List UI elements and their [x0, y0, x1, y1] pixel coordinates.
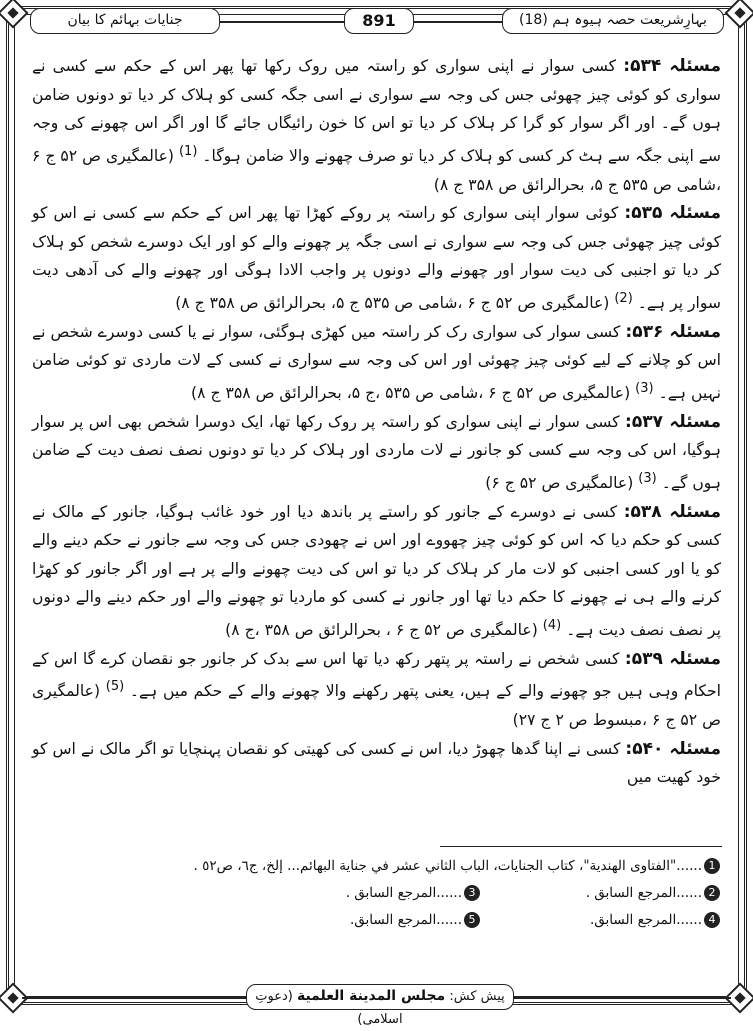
- reference: (عالمگیری ص ۵۲ ج ۶ ،شامی ص ۵۳۵ ،ج ۵، بحرالرائق ص ۳۵۸ ج ۸): [191, 384, 631, 403]
- masla-538: [32, 498, 721, 645]
- masla-label: مسئلہ ۵۳۵:: [624, 203, 721, 224]
- header-rule-left: [220, 21, 344, 23]
- reference: (عالمگیری ص ۵۲ ج ۶ ،شامی ص ۵۳۵ ج ۵، بحرالرائق ص ۳۵۸ ج ۸): [32, 146, 721, 194]
- masla-text: کوئی سوار اپنی سواری کو راستہ پر روکے کھڑا تھا پھر اس کے حکم سے کسی نے اس کو کوئی چیز چھوئی جس کی وجہ سے سواری نے اسی جگہ پر چھونے والے کو اور ایک دوسرے شخص کو ہلاک کر دیا تو اجنبی کی دیت سوار اور چھونے والے دونوں پر واجب الادا ہوگی اور چھونے والے کی آدھی دیت سوار پر ہے۔: [32, 204, 721, 313]
- footnote-row: [40, 852, 720, 879]
- page-header: [22, 6, 731, 38]
- publisher-footer: [246, 984, 514, 1027]
- reference: (عالمگیری ص ۵۲ ج ۶ ،مبسوط ص ۲ ج ۲۷): [32, 682, 721, 730]
- masla-539: [32, 645, 721, 735]
- footnote-text: ......المرجع السابق.: [349, 911, 462, 928]
- footnote-3: [240, 885, 480, 901]
- masla-label: مسئلہ ۵۳۷:: [625, 411, 721, 432]
- footnote-divider: [440, 846, 722, 847]
- footnote-number-badge: 3: [464, 885, 480, 901]
- chapter-title: جنایات بہائم کا بیان: [30, 8, 220, 34]
- masla-text: کسی نے دوسرے کے جانور کو راستے پر باندھ دیا اور خود غائب ہوگیا، جانور کے مالک نے کسی کو حکم دیا کہ اس کو کوئی چیز چھووے اور اس نے چھودی جس کی وجہ سے جانور نے حکم دینے والے کو یا اور کسی اجنبی کو لات مار کر ہلاک کر دیا تو اس کی دیت چھونے والے پر ہے اور اگر جانور کو کھڑا کرنے والے ہی نے چھونے کا حکم دیا تھا اور جانور نے کسی کو ماردیا تو چھونے والے اور حکم دینے والے دونوں پر نصف نصف دیت ہے۔: [32, 502, 721, 640]
- main-text: [32, 52, 721, 842]
- masla-text: کسی نے اپنا گدھا چھوڑ دیا، اس نے کسی کی کھیتی کو نقصان پہنچایا تو اگر مالک نے اس کو خود کھیت میں: [32, 739, 721, 787]
- footnote-number-badge: 2: [704, 885, 720, 901]
- book-part-title: بہارِشریعت حصہ ہیوہ ہم (18): [502, 8, 724, 34]
- footnote-1: [194, 858, 720, 874]
- masla-text: کسی سوار نے اپنی سواری کو راستہ میں روک رکھا تھا پھر اس کے حکم سے کسی نے سواری کو کوئی چیز چھوئی جس کی وجہ سے سواری نے اسی جگہ کسی کو ہلاک کر دیا تو دونوں ضامن ہوں گے۔ اور اگر سوار کو گرا کر ہلاک کر دیا تو اس کا خون رائیگاں جائے گا اور اگر اس چھونے کی وجہ سے اپنی جگہ سے ہٹ کر کسی کو ہلاک کر دیا تو صرف چھونے والا ضامن ہوگا۔: [32, 57, 721, 165]
- masla-536: [32, 318, 721, 408]
- footnote-row: [40, 879, 720, 906]
- masla-text: کسی شخص نے راستہ پر پتھر رکھ دیا تھا اس سے بدک کر جانور جو نقصان کرے گا اس کے احکام وہی ہیں جو چھونے والے کے ہیں، یعنی پتھر رکھنے والا چھونے والے کے حکم میں ہے۔: [32, 649, 721, 701]
- masla-label: مسئلہ ۵۴۰:: [625, 738, 722, 759]
- footnotes: [40, 852, 720, 933]
- page-number: 891: [344, 8, 414, 34]
- footnote-marker: (3): [638, 470, 657, 486]
- header-rule-right: [414, 21, 502, 23]
- presenter-label: پیش کش:: [449, 989, 505, 1004]
- footer-rule-left: [22, 997, 246, 999]
- masla-label: مسئلہ ۵۳۶:: [625, 321, 721, 342]
- footnote-row: [40, 906, 720, 933]
- footnote-marker: (1): [178, 143, 198, 159]
- footer-rule-right: [514, 997, 731, 999]
- footnote-2: [480, 885, 720, 901]
- masla-label: مسئلہ ۵۳۸:: [623, 501, 721, 522]
- publisher-note: (دعوتِ اسلامی): [255, 989, 403, 1027]
- footnote-text: ......المرجع السابق.: [589, 911, 702, 928]
- reference: (عالمگیری ص ۵۲ ج ۶ ،شامی ص ۵۳۵ ج ۵، بحرالرائق ص ۳۵۸ ج ۸): [175, 294, 610, 313]
- reference: (عالمگیری ص ۵۲ ج ۶): [485, 474, 634, 493]
- publisher-name: مجلس المدينة العلمية: [296, 988, 446, 1004]
- masla-540: [32, 735, 721, 792]
- masla-534: [32, 52, 721, 199]
- footnote-marker: (3): [635, 380, 654, 396]
- footnote-5: [240, 912, 480, 928]
- masla-text: کسی سوار کی سواری رک کر راستہ میں کھڑی ہوگئی، سوار نے یا کسی دوسرے شخص نے اس کو چلانے کے لیے کوئی چیز چھوئی اور اس کی وجہ سے سواری نے کسی کے لات ماردی تو کوئی ضامن نہیں ہے۔: [32, 322, 721, 403]
- footnote-number-badge: 5: [464, 912, 480, 928]
- footnote-number-badge: 4: [704, 912, 720, 928]
- footnote-4: [480, 912, 720, 928]
- masla-537: [32, 408, 721, 498]
- footnote-marker: (2): [614, 290, 633, 306]
- masla-label: مسئلہ ۵۳۴:: [623, 56, 721, 76]
- masla-535: [32, 199, 721, 318]
- footnote-marker: (4): [542, 618, 562, 634]
- reference: (عالمگیری ص ۵۲ ج ۶ ، بحرالرائق ص ۳۵۸ ،ج ۸): [225, 621, 538, 640]
- footnote-text: ......"الفتاوى الهندية"، كتاب الجنايات، الباب الثاني عشر في جناية البهائم... إلخ، ج٦، ص٥٢ .: [193, 857, 702, 874]
- footnote-number-badge: 1: [704, 858, 720, 874]
- masla-text: کسی سوار نے اپنی سواری کو راستہ پر روک رکھا تھا، ایک دوسرا شخص بھی اس پر سوار ہوگیا، اس کی وجہ سے کسی کو جانور نے لات ماردی اور ہلاک کر دیا تو دونوں نصف نصف دیت کے ضامن ہوں گے۔: [32, 412, 721, 493]
- footnote-text: ......المرجع السابق .: [585, 884, 702, 901]
- masla-label: مسئلہ ۵۳۹:: [624, 648, 721, 669]
- footnote-text: ......المرجع السابق .: [345, 884, 462, 901]
- footnote-marker: (5): [105, 679, 125, 695]
